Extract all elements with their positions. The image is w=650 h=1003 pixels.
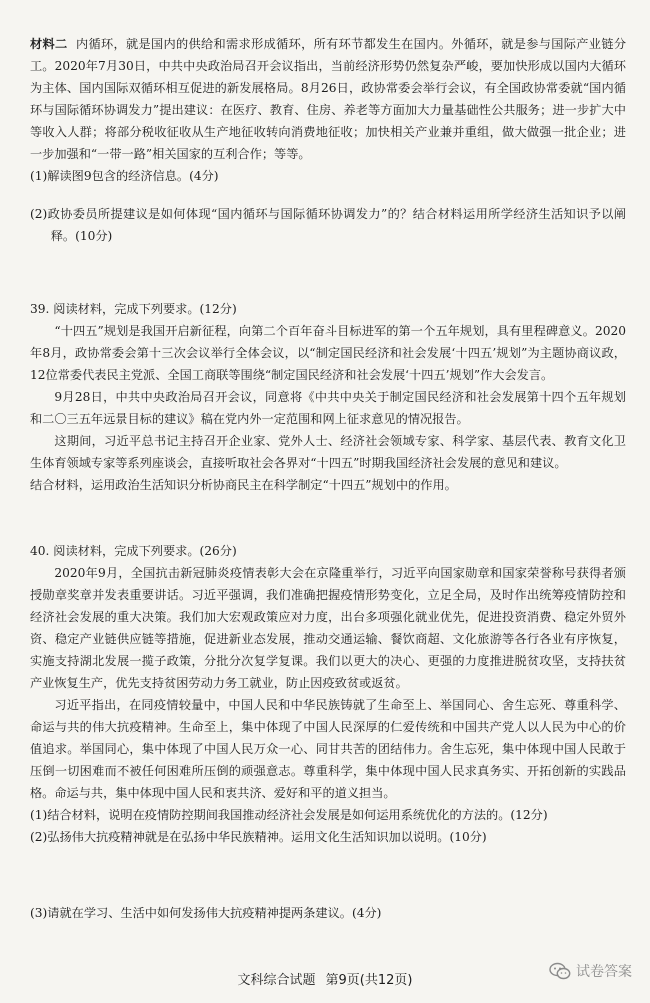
material-2-question-2-block [30, 203, 626, 247]
footer-subject: 文科综合试题 [237, 973, 316, 988]
question-40 [30, 540, 626, 826]
material-2-question-2: (2)政协委员所提建议是如何体现“国内循环与国际循环协调发力”的？结合材料运用所学经济生活知识予以阐释。(10分) [30, 207, 626, 243]
material-2-block [30, 33, 626, 187]
question-39-task: 结合材料，运用政治生活知识分析协商民主在科学制定“十四五”规划中的作用。 [30, 478, 457, 492]
question-39 [30, 298, 626, 496]
question-40-subquestion-3: (3)请就在学习、生活中如何发扬伟大抗疫精神提两条建议。(4分) [30, 906, 382, 920]
question-40-heading: 40. 阅读材料，完成下列要求。(26分) [30, 544, 237, 558]
watermark [549, 961, 632, 981]
material-2-text: 内循环，就是国内的供给和需求形成循环，所有环节都发生在国内。外循环，就是参与国际产业链分工。2020年7月30日，中共中央政治局召开会议指出，当前经济形势仍然复杂严峻，要加快形成以国内大循环为主体、国内国际双循环相互促进的新发展格局。8月26日，政协常委会举行会议，有全国政协常委就“国内循环与国际循环协调发力”提出建议：在医疗、教育、住房、养老等方面加大力量基础性公共服务；进一步扩大中等收入人群；将部分税收征收从生产地征收转向消费地征收；加快相关产业兼并重组，做大做强一批企业；进一步加强和“一带一路”相关国家的互利合作；等等。 [30, 37, 627, 161]
question-40-subquestion-2: (2)弘扬伟大抗疫精神就是在弘扬中华民族精神。运用文化生活知识加以说明。(10分) [30, 830, 487, 844]
question-39-heading: 39. 阅读材料，完成下列要求。(12分) [30, 302, 237, 316]
wechat-logo-icon [549, 962, 571, 980]
question-40-subquestion-3-block [30, 902, 626, 924]
watermark-text: 试卷答案 [576, 964, 632, 980]
question-39-paragraph-2: 9月28日，中共中央政治局召开会议，同意将《中共中央关于制定国民经济和社会发展第十四个五年规划和二〇三五年远景目标的建议》稿在党内外一定范围和网上征求意见的情况报告。 [30, 390, 626, 426]
footer-page-number: 第9页(共12页) [325, 973, 413, 988]
question-40-paragraph-1: 2020年9月，全国抗击新冠肺炎疫情表彰大会在京隆重举行，习近平向国家勋章和国家荣誉称号获得者颁授勋章奖章并发表重要讲话。习近平强调，我们准确把握疫情形势变化，立足全局，及时作出统筹疫情防控和经济社会发展的重大决策。我们加大宏观政策应对力度，出台多项强化就业优先，促进投资消费、稳定外贸外资、稳定产业链供应链等措施，促进新业态发展，推动交通运输、餐饮商超、文化旅游等各行各业有序恢复，实施支持湖北发展一揽子政策，分批分次复学复课。我们以更大的决心、更强的力度推进脱贫攻坚，支持扶贫产业恢复生产，优先支持贫困劳动力务工就业，防止因疫致贫或返贫。 [30, 566, 626, 690]
question-40-paragraph-2: 习近平指出，在同疫情较量中，中国人民和中华民族铸就了生命至上、举国同心、舍生忘死、尊重科学、命运与共的伟大抗疫精神。生命至上，集中体现了中国人民深厚的仁爱传统和中国共产党人以人民为中心的价值追求。举国同心，集中体现了中国人民万众一心、同甘共苦的团结伟力。舍生忘死，集中体现中国人民敢于压倒一切困难而不被任何困难所压倒的顽强意志。尊重科学，集中体现中国人民求真务实、开拓创新的实践品格。命运与共，集中体现中国人民和衷共济、爱好和平的道义担当。 [30, 698, 626, 800]
question-39-paragraph-3: 这期间，习近平总书记主持召开企业家、党外人士、经济社会领域专家、科学家、基层代表、教育文化卫生体育领域专家等系列座谈会，直接听取社会各界对“十四五”时期我国经济社会发展的意见和建议。 [30, 434, 626, 470]
question-40-subquestion-2-block [30, 826, 626, 848]
question-39-paragraph-1: “十四五”规划是我国开启新征程，向第二个百年奋斗目标进军的第一个五年规划，具有里程碑意义。2020年8月，政协常委会第十三次会议举行全体会议，以“制定国民经济和社会发展‘十四五’规划”为主题协商议政，12位常委代表民主党派、全国工商联等围绕“制定国民经济和社会发展‘十四五’规划”作大会发言。 [30, 324, 626, 382]
question-40-subquestion-1: (1)结合材料，说明在疫情防控期间我国推动经济社会发展是如何运用系统优化的方法的。(12分) [30, 808, 548, 822]
material-2-question-1: (1)解读图9包含的经济信息。(4分) [30, 169, 219, 183]
material-2-label: 材料二 [30, 37, 68, 51]
material-2-paragraph [30, 33, 626, 165]
